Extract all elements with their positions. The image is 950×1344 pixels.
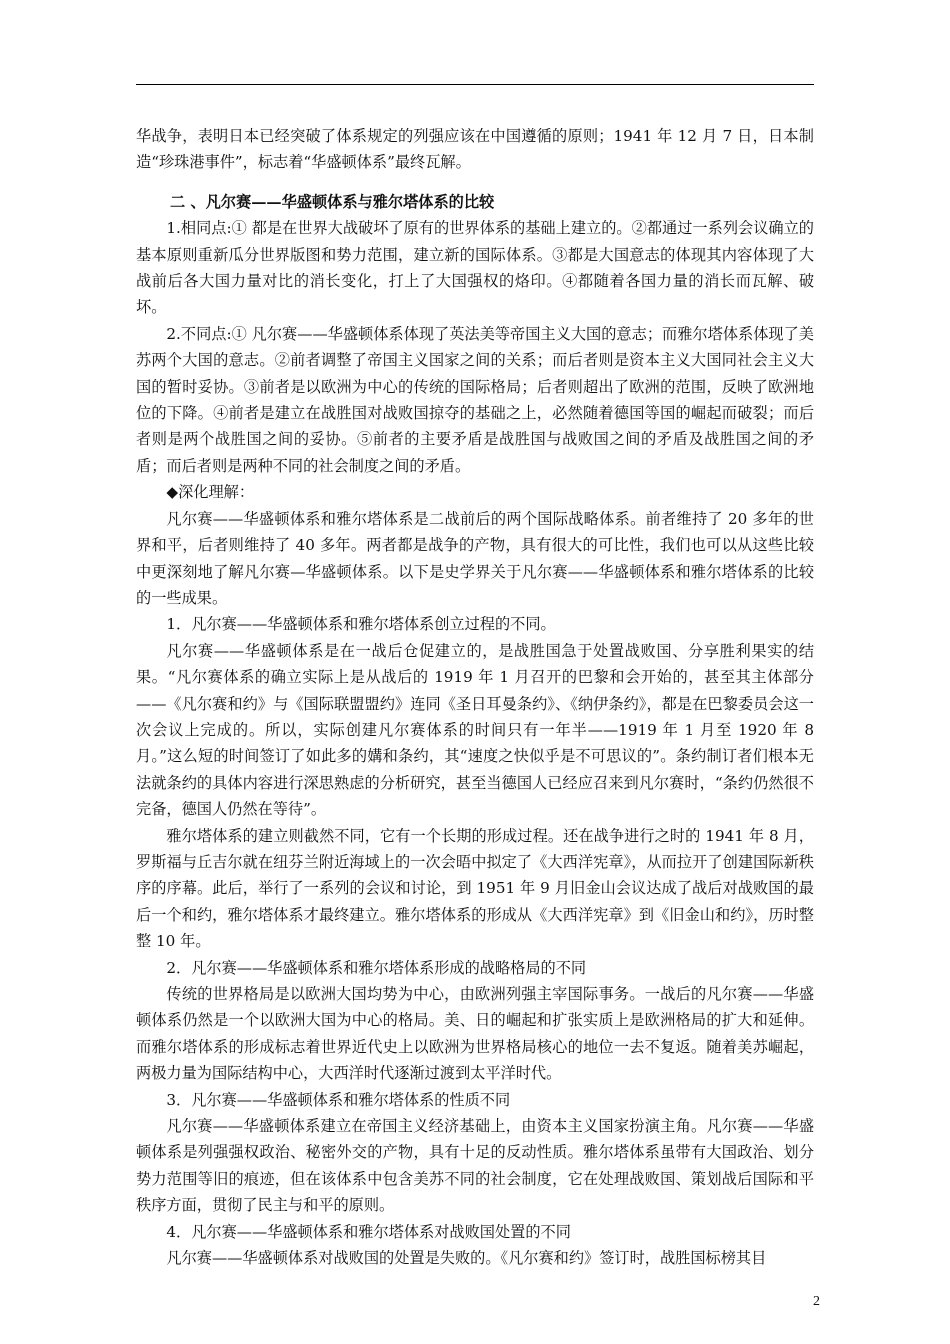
body-text bbox=[136, 123, 814, 1271]
page-number: 2 bbox=[813, 1294, 820, 1309]
paragraph: ◆深化理解： bbox=[166, 483, 255, 502]
paragraph: 凡尔赛——华盛顿体系对战败国的处置是失败的。《凡尔赛和约》签订时，战胜国标榜其目 bbox=[166, 1249, 767, 1268]
paragraph: 凡尔赛——华盛顿体系建立在帝国主义经济基础上，由资本主义国家扮演主角。凡尔赛——华盛顿体系是列强强权政治、秘密外交的产物，具有十足的反动性质。雅尔塔体系虽带有大国政治、划分势力范围等旧的痕迹，但在该体系中包含美苏不同的社会制度，它在处理战败国、策划战后国际和平秩序方面，贯彻了民主与和平的原则。 bbox=[136, 1117, 814, 1215]
paragraph: 传统的世界格局是以欧洲大国均势为中心，由欧洲列强主宰国际事务。一战后的凡尔赛——华盛顿体系仍然是一个以欧洲大国为中心的格局。美、日的崛起和扩张实质上是欧洲格局的扩大和延伸。而雅尔塔体系的形成标志着世界近代史上以欧洲为世界格局核心的地位一去不复返。随着美苏崛起，两极力量为国际结构中心，大西洋时代逐渐过渡到太平洋时代。 bbox=[136, 985, 814, 1083]
paragraph: 凡尔赛——华盛顿体系是在一战后仓促建立的，是战胜国急于处置战败国、分享胜利果实的结果。“凡尔赛体系的确立实际上是从战后的 1919 年 1 月召开的巴黎和会开始的，甚至其主体部分——《凡尔赛和约》与《国际联盟盟约》连同《圣日耳曼条约》、《纳伊条约》，都是在巴黎委员会这一次会议上完成的。所以，实际创建凡尔赛体系的时间只有一年半——1919 年 1 月至 1920 年 8 月。”这么短的时间签订了如此多的媾和条约，其“速度之快似乎是不可思议的”。条约制订者们根本无法就条约的具体内容进行深思熟虑的分析研究，甚至当德国人已经应召来到凡尔赛时，“条约仍然很不完备，德国人仍然在等待”。 bbox=[136, 641, 814, 819]
section-heading: 二 、凡尔赛——华盛顿体系与雅尔塔体系的比较 bbox=[170, 192, 495, 211]
subheading: 4．凡尔赛——华盛顿体系和雅尔塔体系对战败国处置的不同 bbox=[166, 1222, 571, 1241]
paragraph: 2.不同点:① 凡尔赛——华盛顿体系体现了英法美等帝国主义大国的意志；而雅尔塔体系体现了美苏两个大国的意志。②前者调整了帝国主义国家之间的关系；而后者则是资本主义大国同社会主义大国的暂时妥协。③前者是以欧洲为中心的传统的国际格局；后者则超出了欧洲的范围，反映了欧洲地位的下降。④前者是建立在战胜国对战败国掠夺的基础之上，必然随着德国等国的崛起而破裂；而后者则是两个战胜国之间的妥协。⑤前者的主要矛盾是战胜国与战败国之间的矛盾及战胜国之间的矛盾；而后者则是两种不同的社会制度之间的矛盾。 bbox=[136, 324, 814, 475]
paragraph: 凡尔赛——华盛顿体系和雅尔塔体系是二战前后的两个国际战略体系。前者维持了 20 多年的世界和平，后者则维持了 40 多年。两者都是战争的产物，具有很大的可比性，我们也可以从这些比较中更深刻地了解凡尔赛—华盛顿体系。以下是史学界关于凡尔赛——华盛顿体系和雅尔塔体系的比较的一些成果。 bbox=[136, 509, 814, 607]
subheading: 3．凡尔赛——华盛顿体系和雅尔塔体系的性质不同 bbox=[166, 1090, 511, 1109]
paragraph: 1.相同点:① 都是在世界大战破坏了原有的世界体系的基础上建立的。②都通过一系列会议确立的基本原则重新瓜分世界版图和势力范围，建立新的国际体系。③都是大国意志的体现其内容体现了大战前后各大国力量对比的消长变化，打上了大国强权的烙印。④都随着各国力量的消长而瓦解、破坏。 bbox=[136, 219, 814, 317]
subheading: 1．凡尔赛——华盛顿体系和雅尔塔体系创立过程的不同。 bbox=[166, 615, 556, 634]
subheading: 2．凡尔赛——华盛顿体系和雅尔塔体系形成的战略格局的不同 bbox=[166, 958, 587, 977]
header-rule bbox=[136, 84, 814, 85]
paragraph: 华战争，表明日本已经突破了体系规定的列强应该在中国遵循的原则；1941 年 12 月 7 日，日本制造“珍珠港事件”，标志着“华盛顿体系”最终瓦解。 bbox=[136, 127, 814, 172]
paragraph: 雅尔塔体系的建立则截然不同，它有一个长期的形成过程。还在战争进行之时的 1941 年 8 月，罗斯福与丘吉尔就在纽芬兰附近海域上的一次会晤中拟定了《大西洋宪章》，从而拉开了创建国际新秩序的序幕。此后，举行了一系列的会议和讨论，到 1951 年 9 月旧金山会议达成了战后对战败国的最后一个和约，雅尔塔体系才最终建立。雅尔塔体系的形成从《大西洋宪章》到《旧金山和约》，历时整整 10 年。 bbox=[136, 826, 814, 951]
